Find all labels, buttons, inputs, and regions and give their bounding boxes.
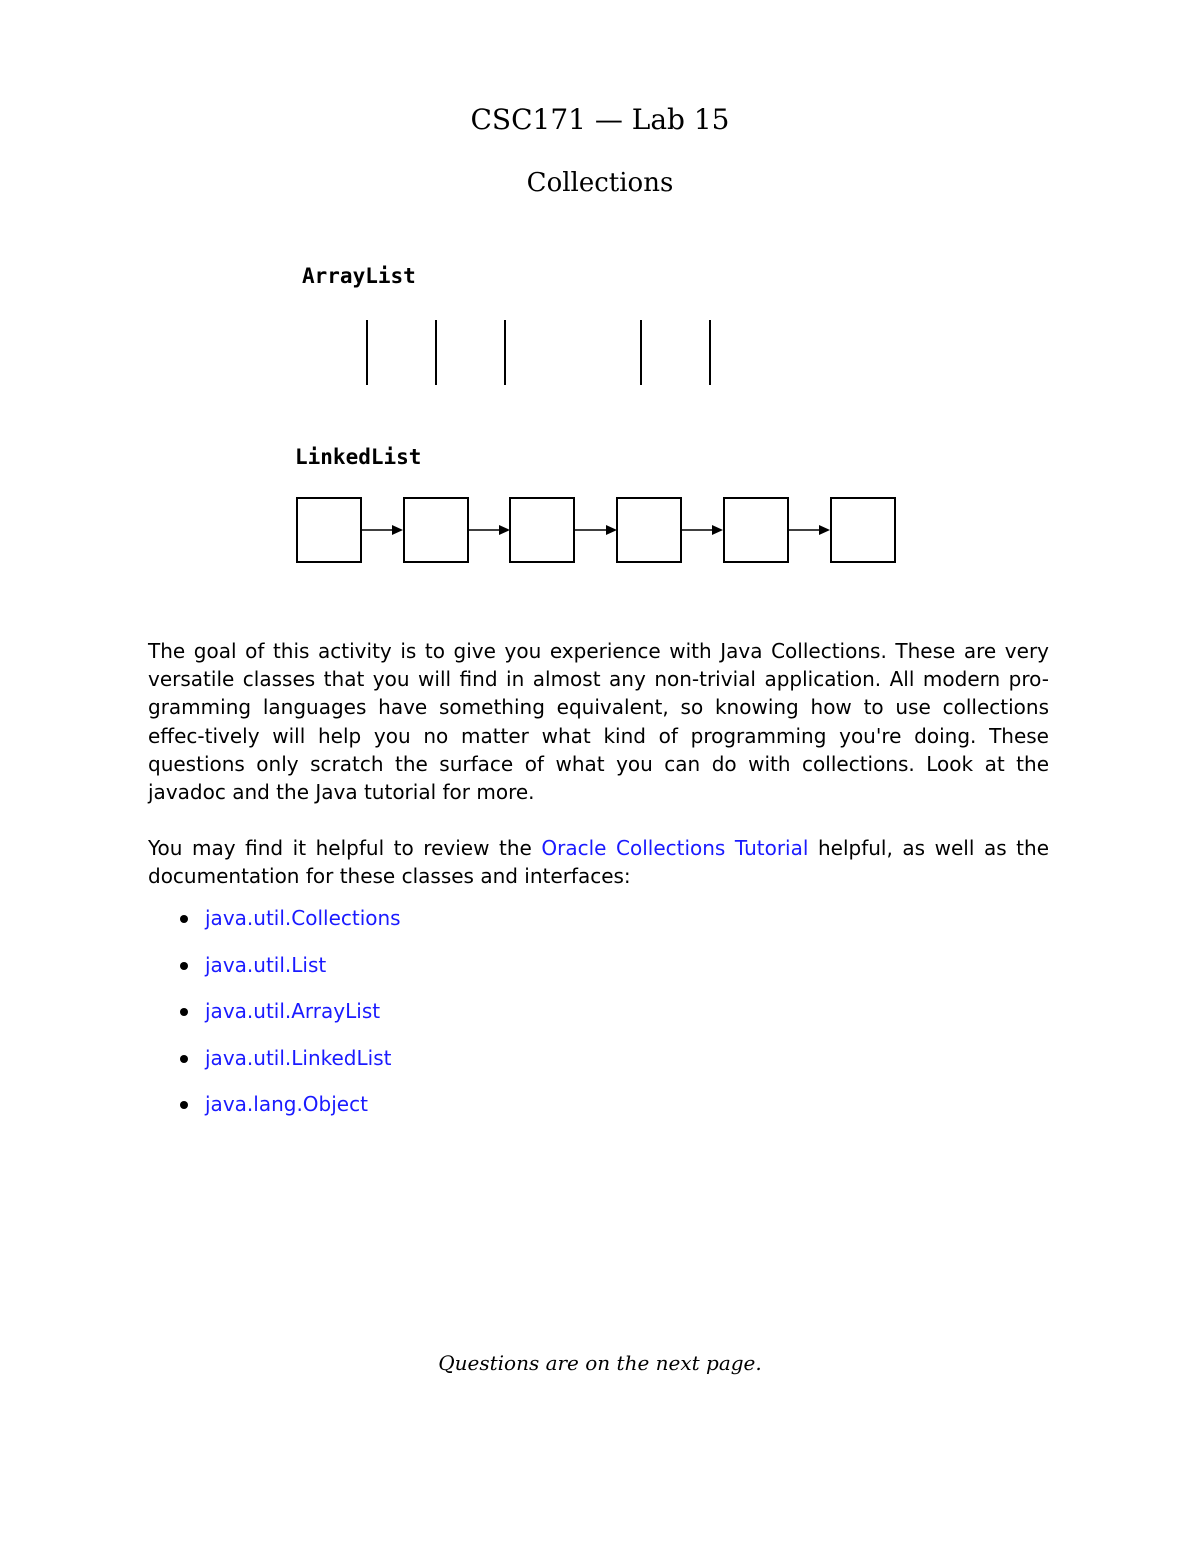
arrow-right-icon [682,520,724,540]
doc-link-list[interactable]: java.util.List [205,952,327,977]
linkedlist-node [509,497,575,563]
arraylist-divider [366,320,368,385]
arraylist-divider [435,320,437,385]
oracle-tutorial-link[interactable]: Oracle Collections Tutorial [541,836,809,860]
linkedlist-node [296,497,362,563]
arraylist-label: ArrayList [302,264,416,288]
page-subtitle: Collections [526,168,674,198]
intro-paragraph: The goal of this activity is to give you experience with Java Collections. These are very versatile classes that you will find in almost any non-trivial application. All modern pro-gramming languages have something equivalent, so knowing how to use collections effec-tively will help you no matter what kind of programming you're doing. These questions only scratch the surface of what you can do with collections. Look at the javadoc and the Java tutorial for more. [148,639,1049,805]
doc-link-arraylist[interactable]: java.util.ArrayList [205,999,381,1023]
linkedlist-node [616,497,682,563]
bullet-icon [180,1055,188,1063]
arraylist-divider [640,320,642,385]
linkedlist-node [403,497,469,563]
arraylist-divider [504,320,506,385]
bullet-icon [180,962,188,970]
footer-note: Questions are on the next page. [438,1351,762,1375]
resources-text-after: helpful, as well as the documentation for these classes and interfaces: [148,836,1050,889]
resources-paragraph [148,834,1049,890]
arrow-right-icon [789,520,831,540]
page-title: CSC171 — Lab 15 [470,103,730,136]
doc-link-collections[interactable]: java.util.Collections [205,906,401,930]
arraylist-divider [709,320,711,385]
bullet-icon [180,1008,188,1016]
linkedlist-node [830,497,896,563]
bullet-icon [180,915,188,923]
resources-text-before: You may find it helpful to review the [148,836,542,860]
arrow-right-icon [469,520,511,540]
linkedlist-label: LinkedList [295,445,422,469]
doc-link-object[interactable]: java.lang.Object [205,1092,368,1116]
linkedlist-node [723,497,789,563]
doc-link-linkedlist[interactable]: java.util.LinkedList [205,1045,392,1070]
bullet-icon [180,1101,188,1109]
arrow-right-icon [575,520,618,540]
arrow-right-icon [362,520,404,540]
